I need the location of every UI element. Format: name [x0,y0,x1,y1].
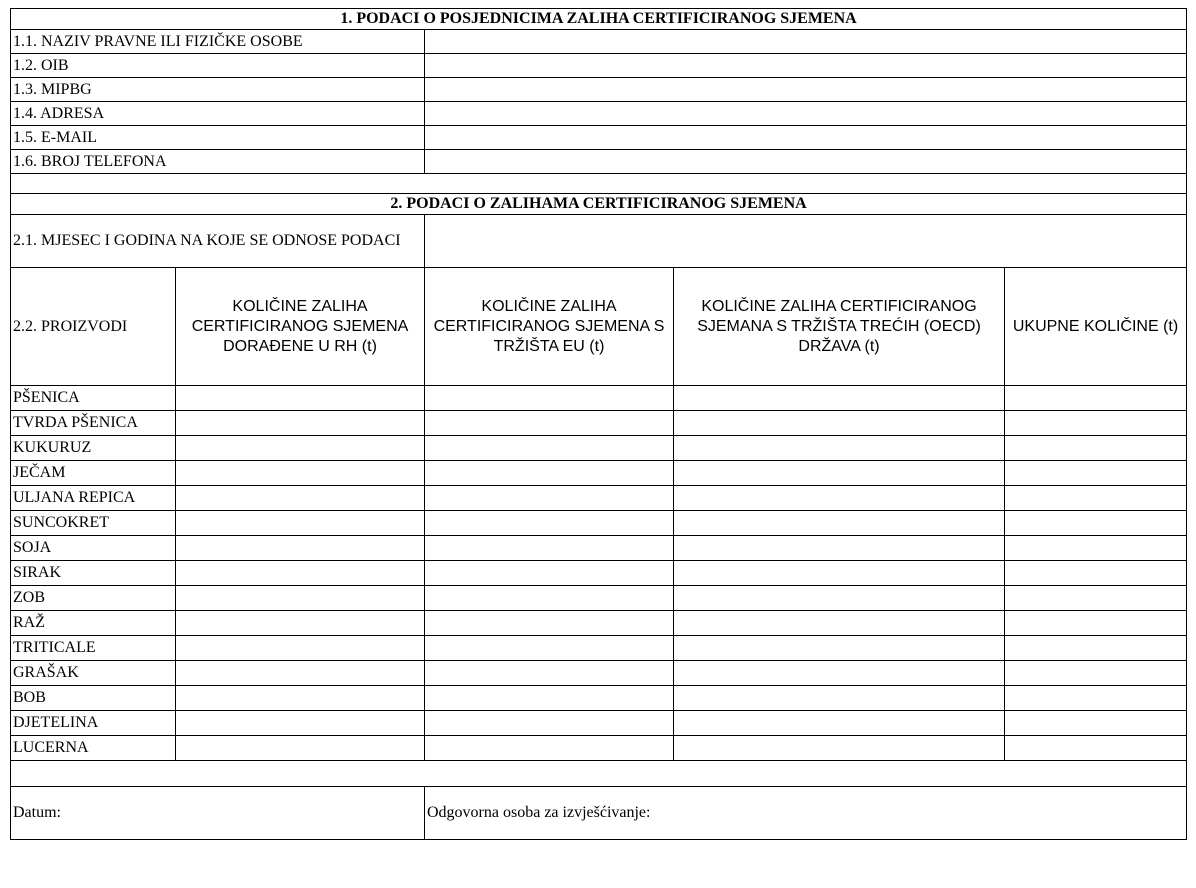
field-input-mipbg[interactable] [425,78,1187,102]
qty-oecd-input[interactable] [674,536,1005,561]
field-input-phone[interactable] [425,150,1187,174]
date-field[interactable]: Datum: [11,787,425,840]
table-row [11,611,1187,636]
qty-eu-input[interactable] [425,486,674,511]
qty-rh-input[interactable] [176,686,425,711]
qty-eu-input[interactable] [425,611,674,636]
qty-eu-input[interactable] [425,561,674,586]
qty-total-input[interactable] [1005,511,1187,536]
col-header-eu: KOLIČINE ZALIHA CERTIFICIRANOG SJEMENA S TRŽIŠTA EU (t) [425,268,674,386]
spacer-row [11,761,1187,787]
table-row [11,636,1187,661]
qty-total-input[interactable] [1005,611,1187,636]
signature-row [11,787,1187,840]
spacer-row [11,174,1187,194]
qty-eu-input[interactable] [425,511,674,536]
qty-total-input[interactable] [1005,686,1187,711]
field-row-oib [11,54,1187,78]
field-input-email[interactable] [425,126,1187,150]
qty-eu-input[interactable] [425,736,674,761]
column-header-row [11,268,1187,386]
product-name: PŠENICA [11,386,176,411]
field-row-mipbg [11,78,1187,102]
field-row-name [11,30,1187,54]
field-label-phone: 1.6. BROJ TELEFONA [11,150,425,174]
section1-header-row [11,9,1187,30]
table-row [11,661,1187,686]
product-name: DJETELINA [11,711,176,736]
qty-eu-input[interactable] [425,386,674,411]
qty-rh-input[interactable] [176,386,425,411]
field-label-oib: 1.2. OIB [11,54,425,78]
field-input-name[interactable] [425,30,1187,54]
qty-eu-input[interactable] [425,411,674,436]
qty-oecd-input[interactable] [674,636,1005,661]
product-name: KUKURUZ [11,436,176,461]
table-row [11,411,1187,436]
qty-oecd-input[interactable] [674,486,1005,511]
section2-header-row [11,194,1187,215]
qty-total-input[interactable] [1005,586,1187,611]
product-name: ULJANA REPICA [11,486,176,511]
field-label-email: 1.5. E-MAIL [11,126,425,150]
qty-rh-input[interactable] [176,436,425,461]
table-row [11,711,1187,736]
table-row [11,461,1187,486]
qty-eu-input[interactable] [425,636,674,661]
qty-rh-input[interactable] [176,411,425,436]
qty-oecd-input[interactable] [674,411,1005,436]
product-name: BOB [11,686,176,711]
qty-oecd-input[interactable] [674,461,1005,486]
period-input[interactable] [425,215,1187,268]
qty-rh-input[interactable] [176,486,425,511]
field-row-phone [11,150,1187,174]
qty-oecd-input[interactable] [674,661,1005,686]
product-name: ZOB [11,586,176,611]
product-name: SUNCOKRET [11,511,176,536]
spacer-cell [11,761,1187,787]
qty-oecd-input[interactable] [674,736,1005,761]
qty-rh-input[interactable] [176,636,425,661]
qty-total-input[interactable] [1005,711,1187,736]
qty-total-input[interactable] [1005,436,1187,461]
product-name: TRITICALE [11,636,176,661]
section2-title: 2. PODACI O ZALIHAMA CERTIFICIRANOG SJEMENA [11,194,1187,215]
col-header-rh: KOLIČINE ZALIHA CERTIFICIRANOG SJEMENA DORAĐENE U RH (t) [176,268,425,386]
table-row [11,436,1187,461]
product-name: TVRDA PŠENICA [11,411,176,436]
table-row [11,586,1187,611]
seed-stock-form [10,8,1187,840]
field-label-name: 1.1. NAZIV PRAVNE ILI FIZIČKE OSOBE [11,30,425,54]
qty-oecd-input[interactable] [674,686,1005,711]
qty-eu-input[interactable] [425,661,674,686]
table-row [11,386,1187,411]
product-name: RAŽ [11,611,176,636]
field-label-address: 1.4. ADRESA [11,102,425,126]
field-input-address[interactable] [425,102,1187,126]
field-label-mipbg: 1.3. MIPBG [11,78,425,102]
qty-rh-input[interactable] [176,611,425,636]
table-row [11,511,1187,536]
qty-total-input[interactable] [1005,486,1187,511]
qty-rh-input[interactable] [176,461,425,486]
qty-total-input[interactable] [1005,661,1187,686]
table-row [11,736,1187,761]
qty-rh-input[interactable] [176,586,425,611]
field-input-oib[interactable] [425,54,1187,78]
qty-total-input[interactable] [1005,636,1187,661]
qty-eu-input[interactable] [425,536,674,561]
col-header-products: 2.2. PROIZVODI [11,268,176,386]
field-row-email [11,126,1187,150]
qty-oecd-input[interactable] [674,511,1005,536]
table-row [11,561,1187,586]
table-row [11,686,1187,711]
qty-rh-input[interactable] [176,561,425,586]
qty-total-input[interactable] [1005,536,1187,561]
qty-oecd-input[interactable] [674,386,1005,411]
qty-total-input[interactable] [1005,736,1187,761]
qty-total-input[interactable] [1005,461,1187,486]
qty-eu-input[interactable] [425,711,674,736]
field-row-address [11,102,1187,126]
product-name: SOJA [11,536,176,561]
qty-eu-input[interactable] [425,586,674,611]
qty-rh-input[interactable] [176,511,425,536]
period-row [11,215,1187,268]
qty-rh-input[interactable] [176,711,425,736]
qty-eu-input[interactable] [425,686,674,711]
qty-eu-input[interactable] [425,436,674,461]
spacer-cell [11,174,1187,194]
period-label: 2.1. MJESEC I GODINA NA KOJE SE ODNOSE PODACI [11,215,425,268]
qty-rh-input[interactable] [176,736,425,761]
qty-total-input[interactable] [1005,561,1187,586]
section1-title: 1. PODACI O POSJEDNICIMA ZALIHA CERTIFICIRANOG SJEMENA [11,9,1187,30]
product-name: SIRAK [11,561,176,586]
qty-oecd-input[interactable] [674,561,1005,586]
qty-oecd-input[interactable] [674,611,1005,636]
qty-oecd-input[interactable] [674,586,1005,611]
col-header-oecd: KOLIČINE ZALIHA CERTIFICIRANOG SJEMANA S TRŽIŠTA TREĆIH (OECD) DRŽAVA (t) [674,268,1005,386]
qty-eu-input[interactable] [425,461,674,486]
table-row [11,486,1187,511]
table-row [11,536,1187,561]
responsible-person-field[interactable]: Odgovorna osoba za izvješćivanje: [425,787,1187,840]
product-name: GRAŠAK [11,661,176,686]
product-name: LUCERNA [11,736,176,761]
qty-rh-input[interactable] [176,536,425,561]
product-name: JEČAM [11,461,176,486]
qty-total-input[interactable] [1005,386,1187,411]
qty-rh-input[interactable] [176,661,425,686]
col-header-total: UKUPNE KOLIČINE (t) [1005,268,1187,386]
qty-oecd-input[interactable] [674,436,1005,461]
qty-oecd-input[interactable] [674,711,1005,736]
qty-total-input[interactable] [1005,411,1187,436]
